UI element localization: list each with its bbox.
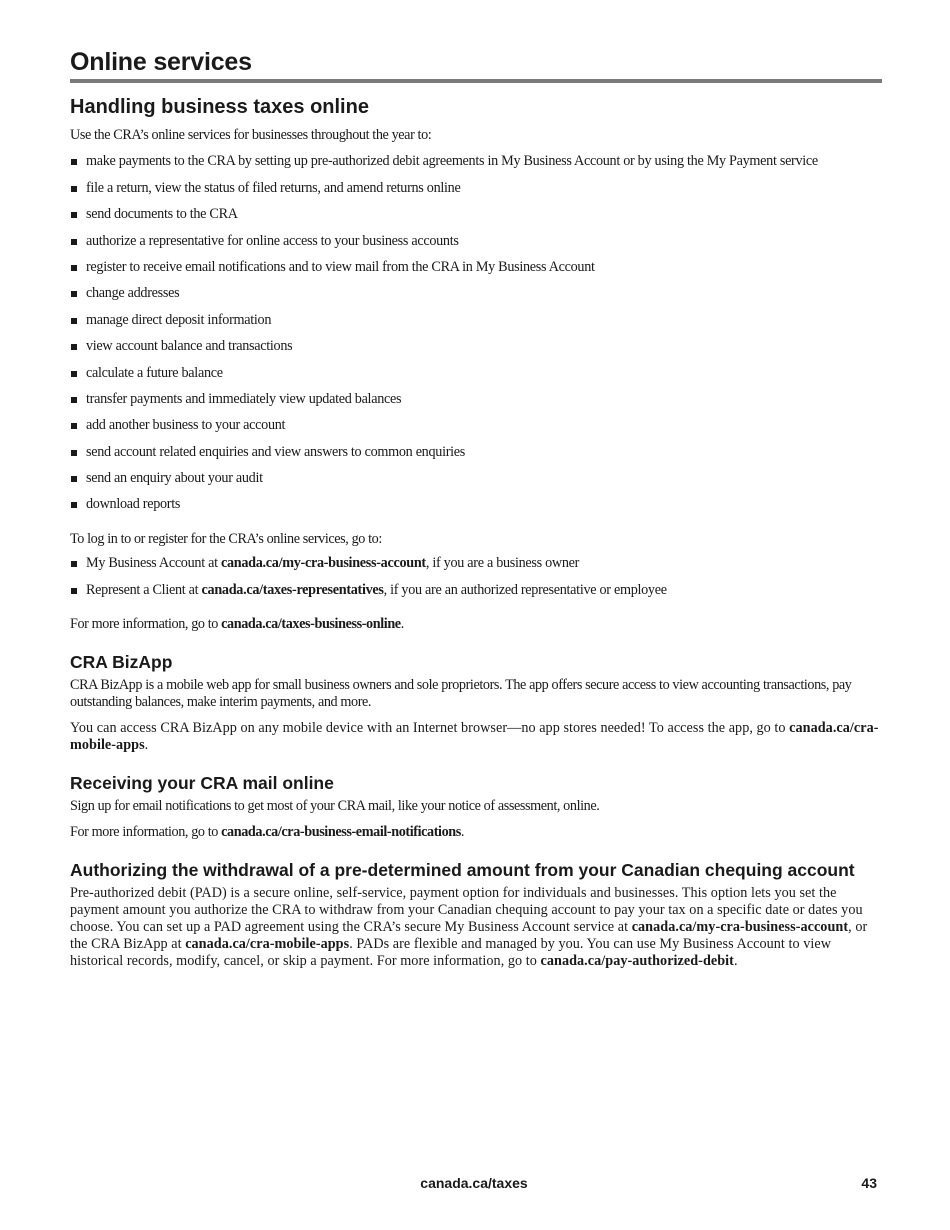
list-item: manage direct deposit information <box>70 312 882 329</box>
pay-authorized-debit-link[interactable]: canada.ca/pay-authorized-debit <box>540 952 734 969</box>
cra-mobile-apps-link[interactable]: canada.ca/cra-mobile-apps <box>70 719 879 753</box>
more-info-prefix: For more information, go to <box>70 615 222 632</box>
login-intro-text: To log in to or register for the CRA’s online services, go to: <box>70 531 382 548</box>
list-item: calculate a future balance <box>70 365 882 382</box>
page-number: 43 <box>861 1175 877 1191</box>
page-content <box>70 0 882 970</box>
more-info-text <box>70 616 882 633</box>
list-item: send documents to the CRA <box>70 206 882 223</box>
list-item: file a return, view the status of filed returns, and amend returns online <box>70 180 882 197</box>
online-services-list <box>70 153 882 513</box>
list-item-my-business-account <box>70 555 882 572</box>
more-info-suffix: . <box>400 615 404 632</box>
login2-suffix: , if you are an authorized representative or employee <box>383 581 667 598</box>
section-title-pad: Authorizing the withdrawal of a pre-determined amount from your Canadian chequing account <box>70 859 855 880</box>
title-rule <box>70 79 882 83</box>
bizapp-access-prefix: You can access CRA BizApp on any mobile device with an Internet browser—no app stores needed! To access the app, go to <box>70 719 790 736</box>
taxes-representatives-link[interactable]: canada.ca/taxes-representatives <box>201 581 384 598</box>
list-item: add another business to your account <box>70 417 882 434</box>
login1-suffix: , if you are a business owner <box>425 555 580 572</box>
list-item: view account balance and transactions <box>70 338 882 355</box>
page-footer <box>0 1175 950 1193</box>
pad-text-3: . PADs are flexible and managed by you. You can use My Business Account to view historical records, modify, cancel, or skip a payment. For more information, go to <box>70 935 831 969</box>
page-title: Online services <box>70 48 252 76</box>
list-item-represent-a-client <box>70 582 882 599</box>
section-title-cra-bizapp: CRA BizApp <box>70 651 173 672</box>
login-list <box>70 555 882 598</box>
mail-more-info-suffix: . <box>460 823 465 840</box>
pad-text-2: , or the CRA BizApp at <box>70 918 868 952</box>
list-item: register to receive email notifications and to view mail from the CRA in My Business Account <box>70 259 882 276</box>
my-business-account-link[interactable]: canada.ca/my-cra-business-account <box>220 555 426 572</box>
bizapp-description: CRA BizApp is a mobile web app for small business owners and sole proprietors. The app offers secure access to view accounting transactions, pay outstanding balances, make interim payments, and more. <box>70 676 852 710</box>
pad-cra-mobile-apps-link[interactable]: canada.ca/cra-mobile-apps <box>185 935 350 952</box>
section-title-receiving-mail: Receiving your CRA mail online <box>70 772 334 793</box>
section-title-handling-business-taxes: Handling business taxes online <box>70 96 369 118</box>
list-item: send an enquiry about your audit <box>70 470 882 487</box>
pad-description <box>70 885 882 970</box>
intro-text: Use the CRA’s online services for businesses throughout the year to: <box>70 127 432 143</box>
pad-my-business-account-link[interactable]: canada.ca/my-cra-business-account <box>631 918 849 935</box>
login2-text: Represent a Client at <box>86 581 202 598</box>
footer-site-link[interactable]: canada.ca/taxes <box>420 1175 528 1191</box>
list-item: send account related enquiries and view answers to common enquiries <box>70 444 882 461</box>
pad-text-1: Pre-authorized debit (PAD) is a secure online, self-service, payment option for individuals and businesses. This option lets you set the payment amount you authorize the CRA to withdraw from your Canadian chequing account to pay your tax on a specific date or dates you choose. You can set up a PAD agreement using the CRA’s secure My Business Account service at <box>70 884 863 935</box>
list-item: transfer payments and immediately view updated balances <box>70 391 882 408</box>
mail-more-info-text <box>70 824 882 841</box>
bizapp-access-suffix: . <box>144 736 149 753</box>
list-item: change addresses <box>70 285 882 302</box>
mail-more-info-prefix: For more information, go to <box>70 823 222 840</box>
list-item: authorize a representative for online access to your business accounts <box>70 233 882 250</box>
email-notifications-link[interactable]: canada.ca/cra-business-email-notifications <box>221 823 461 840</box>
list-item: download reports <box>70 496 882 513</box>
pad-text-4: . <box>733 952 738 969</box>
taxes-business-online-link[interactable]: canada.ca/taxes-business-online <box>221 615 401 632</box>
bizapp-access-text <box>70 720 882 754</box>
mail-signup-text: Sign up for email notifications to get most of your CRA mail, like your notice of assessment, online. <box>70 797 600 814</box>
login1-text: My Business Account at <box>86 555 221 572</box>
list-item: make payments to the CRA by setting up pre-authorized debit agreements in My Business Account or by using the My Payment service <box>70 153 882 170</box>
